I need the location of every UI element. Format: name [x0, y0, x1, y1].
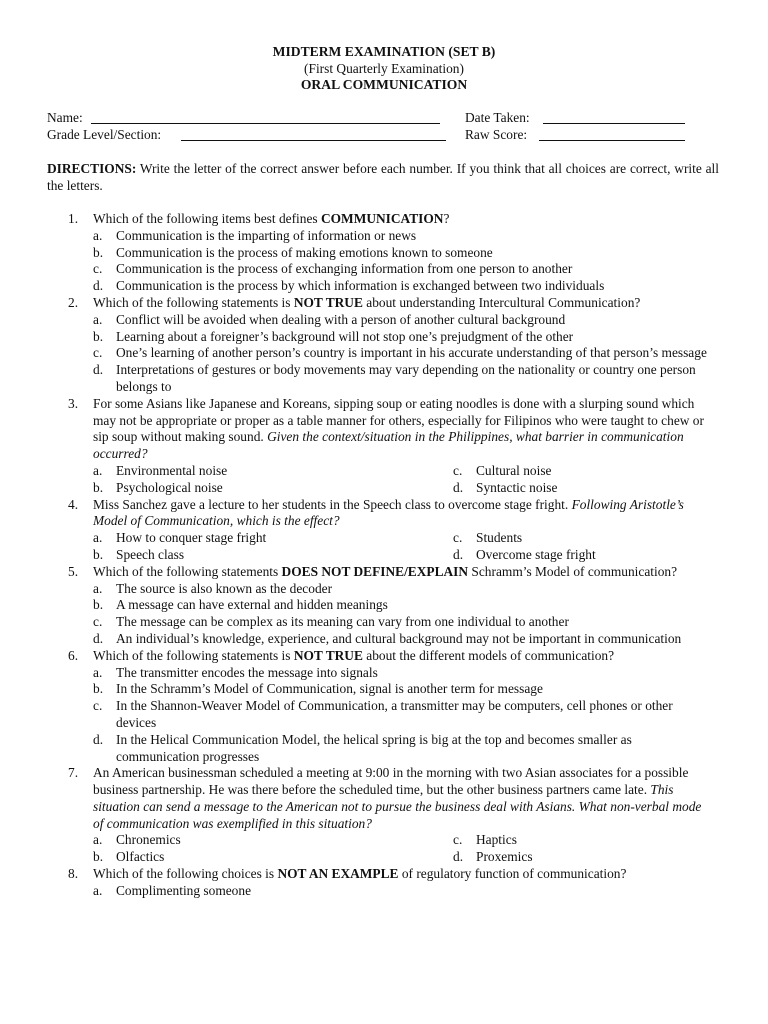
- question-3: [47, 396, 727, 497]
- answer-options: [93, 665, 727, 766]
- answer-option: [93, 832, 433, 849]
- question-text-pre: For some Asians like Japanese and Koreans, sipping soup or eating noodles is done with a slurping sound which may not be appropriate or proper as a table manner for others, especially for Filipinos who were taught to chew or sip soup without making sound.: [93, 395, 704, 445]
- answer-option: [93, 665, 716, 682]
- answer-option: [93, 228, 716, 245]
- question-text-italic: Following Aristotle’s Model of Communication, which is the effect?: [93, 496, 684, 529]
- answer-option: [93, 547, 433, 564]
- exam-subtitle: (First Quarterly Examination): [304, 60, 464, 76]
- student-info-fields: [47, 110, 727, 144]
- option-letter: d.: [453, 849, 464, 865]
- option-letter: b.: [93, 849, 104, 865]
- option-text: Students: [476, 530, 523, 546]
- answer-option: [93, 614, 716, 631]
- answer-option: [453, 480, 768, 497]
- answer-option: [93, 261, 716, 278]
- question-text-bold: NOT TRUE: [293, 294, 363, 310]
- exam-subject: ORAL COMMUNICATION: [300, 77, 468, 92]
- option-letter: c.: [93, 261, 103, 277]
- question-text-post: about the different models of communication?: [362, 647, 615, 663]
- option-letter: c.: [93, 698, 103, 714]
- question-text-bold: NOT AN EXAMPLE: [277, 866, 399, 882]
- question-text: [93, 295, 715, 312]
- option-text: Learning about a foreigner’s background will not stop one’s prejudgment of the other: [116, 328, 574, 344]
- directions: [47, 161, 719, 195]
- grade-section-label: Grade Level/Section:: [47, 127, 162, 142]
- question-2: [47, 295, 727, 396]
- field-row-2: [47, 127, 727, 144]
- option-letter: d.: [93, 731, 104, 747]
- option-letter: d.: [93, 362, 104, 378]
- question-text: [93, 211, 715, 228]
- answer-option: [93, 463, 433, 480]
- answer-option: [93, 581, 716, 598]
- answer-option: [453, 547, 768, 564]
- question-number: 8.: [68, 866, 79, 882]
- question-text-post: of regulatory function of communication?: [398, 866, 627, 882]
- option-text: Communication is the process by which information is exchanged between two individuals: [116, 278, 605, 294]
- option-text: Interpretations of gestures or body movements may vary depending on the nationality or country one person belongs to: [116, 362, 696, 394]
- option-letter: a.: [93, 580, 103, 596]
- question-text-post: Schramm’s Model of communication?: [468, 563, 678, 579]
- option-letter: a.: [93, 530, 103, 546]
- option-text: The source is also known as the decoder: [116, 580, 333, 596]
- question-text-bold: NOT TRUE: [293, 647, 363, 663]
- answer-option: [93, 530, 433, 547]
- question-6: [47, 648, 727, 766]
- option-text: An individual’s knowledge, experience, and cultural background may not be important in communication: [116, 630, 682, 646]
- question-text: [93, 765, 715, 832]
- answer-option: [93, 480, 433, 497]
- question-1: [47, 211, 727, 295]
- answer-options: [93, 463, 727, 497]
- directions-label: DIRECTIONS:: [47, 161, 137, 176]
- answer-option: [93, 362, 716, 396]
- answer-option: [453, 832, 768, 849]
- question-text-pre: Which of the following choices is: [93, 866, 278, 882]
- answer-options: [93, 832, 727, 866]
- option-row: [93, 832, 727, 849]
- question-text-pre: Which of the following statements is: [93, 647, 294, 663]
- option-letter: a.: [93, 462, 103, 478]
- option-text: Haptics: [476, 832, 517, 848]
- question-text: [93, 866, 715, 883]
- option-text: Chronemics: [116, 832, 181, 848]
- question-text-pre: Miss Sanchez gave a lecture to her students in the Speech class to overcome stage fright.: [93, 496, 572, 512]
- option-letter: a.: [93, 882, 103, 898]
- option-text: Speech class: [116, 546, 185, 562]
- answer-option: [93, 732, 716, 766]
- question-number: 3.: [68, 395, 79, 411]
- option-letter: c.: [93, 345, 103, 361]
- question-text: [93, 648, 715, 665]
- question-text-bold: COMMUNICATION: [320, 211, 444, 226]
- option-text: Conflict will be avoided when dealing with a person of another cultural background: [116, 311, 566, 327]
- option-text: In the Schramm’s Model of Communication, signal is another term for message: [116, 681, 543, 697]
- answer-option: [93, 312, 716, 329]
- question-number: 5.: [68, 563, 79, 579]
- exam-title: MIDTERM EXAMINATION (SET B): [272, 44, 496, 59]
- answer-options: [93, 530, 727, 564]
- answer-option: [93, 278, 716, 295]
- question-text-bold: DOES NOT DEFINE/EXPLAIN: [281, 563, 469, 579]
- option-letter: d.: [453, 546, 464, 562]
- name-field[interactable]: [91, 110, 440, 124]
- option-text: In the Shannon-Weaver Model of Communication, a transmitter may be computers, cell phones or other devices: [116, 698, 673, 730]
- raw-score-field[interactable]: [539, 127, 685, 141]
- option-text: Complimenting someone: [116, 882, 252, 898]
- option-text: Overcome stage fright: [476, 546, 596, 562]
- option-letter: c.: [453, 530, 463, 546]
- option-text: Proxemics: [476, 849, 533, 865]
- option-text: Environmental noise: [116, 462, 228, 478]
- answer-option: [93, 631, 716, 648]
- option-text: How to conquer stage fright: [116, 530, 267, 546]
- answer-option: [93, 883, 716, 900]
- answer-option: [93, 849, 433, 866]
- option-text: Communication is the process of making emotions known to someone: [116, 244, 493, 260]
- question-number: 1.: [68, 211, 79, 226]
- date-taken-label: Date Taken:: [465, 110, 530, 125]
- question-5: [47, 564, 727, 648]
- option-text: The message can be complex as its meaning can vary from one individual to another: [116, 614, 569, 630]
- answer-option: [93, 245, 716, 262]
- option-text: One’s learning of another person’s country is important in his accurate understanding of that person’s message: [116, 345, 707, 361]
- question-text: [93, 497, 715, 531]
- option-row: [93, 849, 727, 866]
- answer-option: [93, 597, 716, 614]
- option-letter: d.: [453, 479, 464, 495]
- question-text-post: about understanding Intercultural Communication?: [362, 294, 641, 310]
- question-number: 7.: [68, 765, 79, 781]
- question-list: [47, 211, 727, 900]
- option-letter: c.: [453, 832, 463, 848]
- option-letter: a.: [93, 664, 103, 680]
- option-row: [93, 530, 727, 547]
- option-row: [93, 480, 727, 497]
- option-text: Syntactic noise: [476, 479, 558, 495]
- option-letter: b.: [93, 546, 104, 562]
- question-7: [47, 765, 727, 866]
- option-text: Olfactics: [116, 849, 165, 865]
- answer-option: [93, 345, 716, 362]
- option-row: [93, 463, 727, 480]
- answer-option: [93, 681, 716, 698]
- question-text: [93, 396, 715, 463]
- answer-options: [93, 312, 727, 396]
- question-8: [47, 866, 727, 900]
- answer-options: [93, 228, 727, 295]
- name-label: Name:: [47, 110, 83, 125]
- option-letter: b.: [93, 597, 104, 613]
- question-text-italic: Given the context/situation in the Philippines, what barrier in communication occurred?: [93, 429, 684, 462]
- question-number: 4.: [68, 496, 79, 512]
- option-letter: c.: [93, 614, 103, 630]
- question-text-pre: Which of the following statements is: [93, 294, 294, 310]
- option-text: The transmitter encodes the message into signals: [116, 664, 378, 680]
- option-row: [93, 547, 727, 564]
- answer-options: [93, 581, 727, 648]
- option-text: In the Helical Communication Model, the helical spring is big at the top and becomes smaller as communication progresses: [116, 731, 632, 764]
- option-text: A message can have external and hidden meanings: [116, 597, 388, 613]
- option-text: Communication is the imparting of information or news: [116, 227, 417, 243]
- answer-option: [453, 849, 768, 866]
- date-taken-field[interactable]: [543, 110, 685, 124]
- field-row-1: [47, 110, 727, 127]
- answer-options: [93, 883, 727, 900]
- grade-section-field[interactable]: [181, 127, 446, 141]
- question-text-pre: Which of the following items best defines: [93, 211, 321, 226]
- option-letter: a.: [93, 227, 103, 243]
- option-text: Cultural noise: [476, 462, 552, 478]
- option-letter: a.: [93, 311, 103, 327]
- option-letter: d.: [93, 630, 104, 646]
- raw-score-label: Raw Score:: [465, 127, 528, 142]
- question-4: [47, 497, 727, 564]
- question-text-pre: Which of the following statements: [93, 563, 282, 579]
- question-number: 6.: [68, 647, 79, 663]
- question-number: 2.: [68, 294, 79, 310]
- answer-option: [453, 530, 768, 547]
- option-text: Communication is the process of exchanging information from one person to another: [116, 261, 573, 277]
- option-letter: a.: [93, 832, 103, 848]
- option-letter: d.: [93, 278, 104, 294]
- answer-option: [453, 463, 768, 480]
- question-text-italic: This situation can send a message to the American not to pursue the business deal with Asians. What non-verbal mode of communication was exemplified in this situation?: [93, 782, 702, 831]
- option-letter: b.: [93, 681, 104, 697]
- directions-text: Write the letter of the correct answer before each number. If you think that all choices are correct, write all the letters.: [47, 161, 719, 193]
- exam-header: [0, 44, 768, 94]
- option-letter: c.: [453, 462, 463, 478]
- question-text-pre: An American businessman scheduled a meeting at 9:00 in the morning with two Asian associates for a possible business partnership. He was there before the scheduled time, but the other business partners came late.: [93, 765, 689, 798]
- option-text: Psychological noise: [116, 479, 223, 495]
- option-letter: b.: [93, 244, 104, 260]
- question-text-post: ?: [443, 211, 450, 226]
- option-letter: b.: [93, 328, 104, 344]
- answer-option: [93, 329, 716, 346]
- answer-option: [93, 698, 716, 732]
- question-text: [93, 564, 715, 581]
- option-letter: b.: [93, 479, 104, 495]
